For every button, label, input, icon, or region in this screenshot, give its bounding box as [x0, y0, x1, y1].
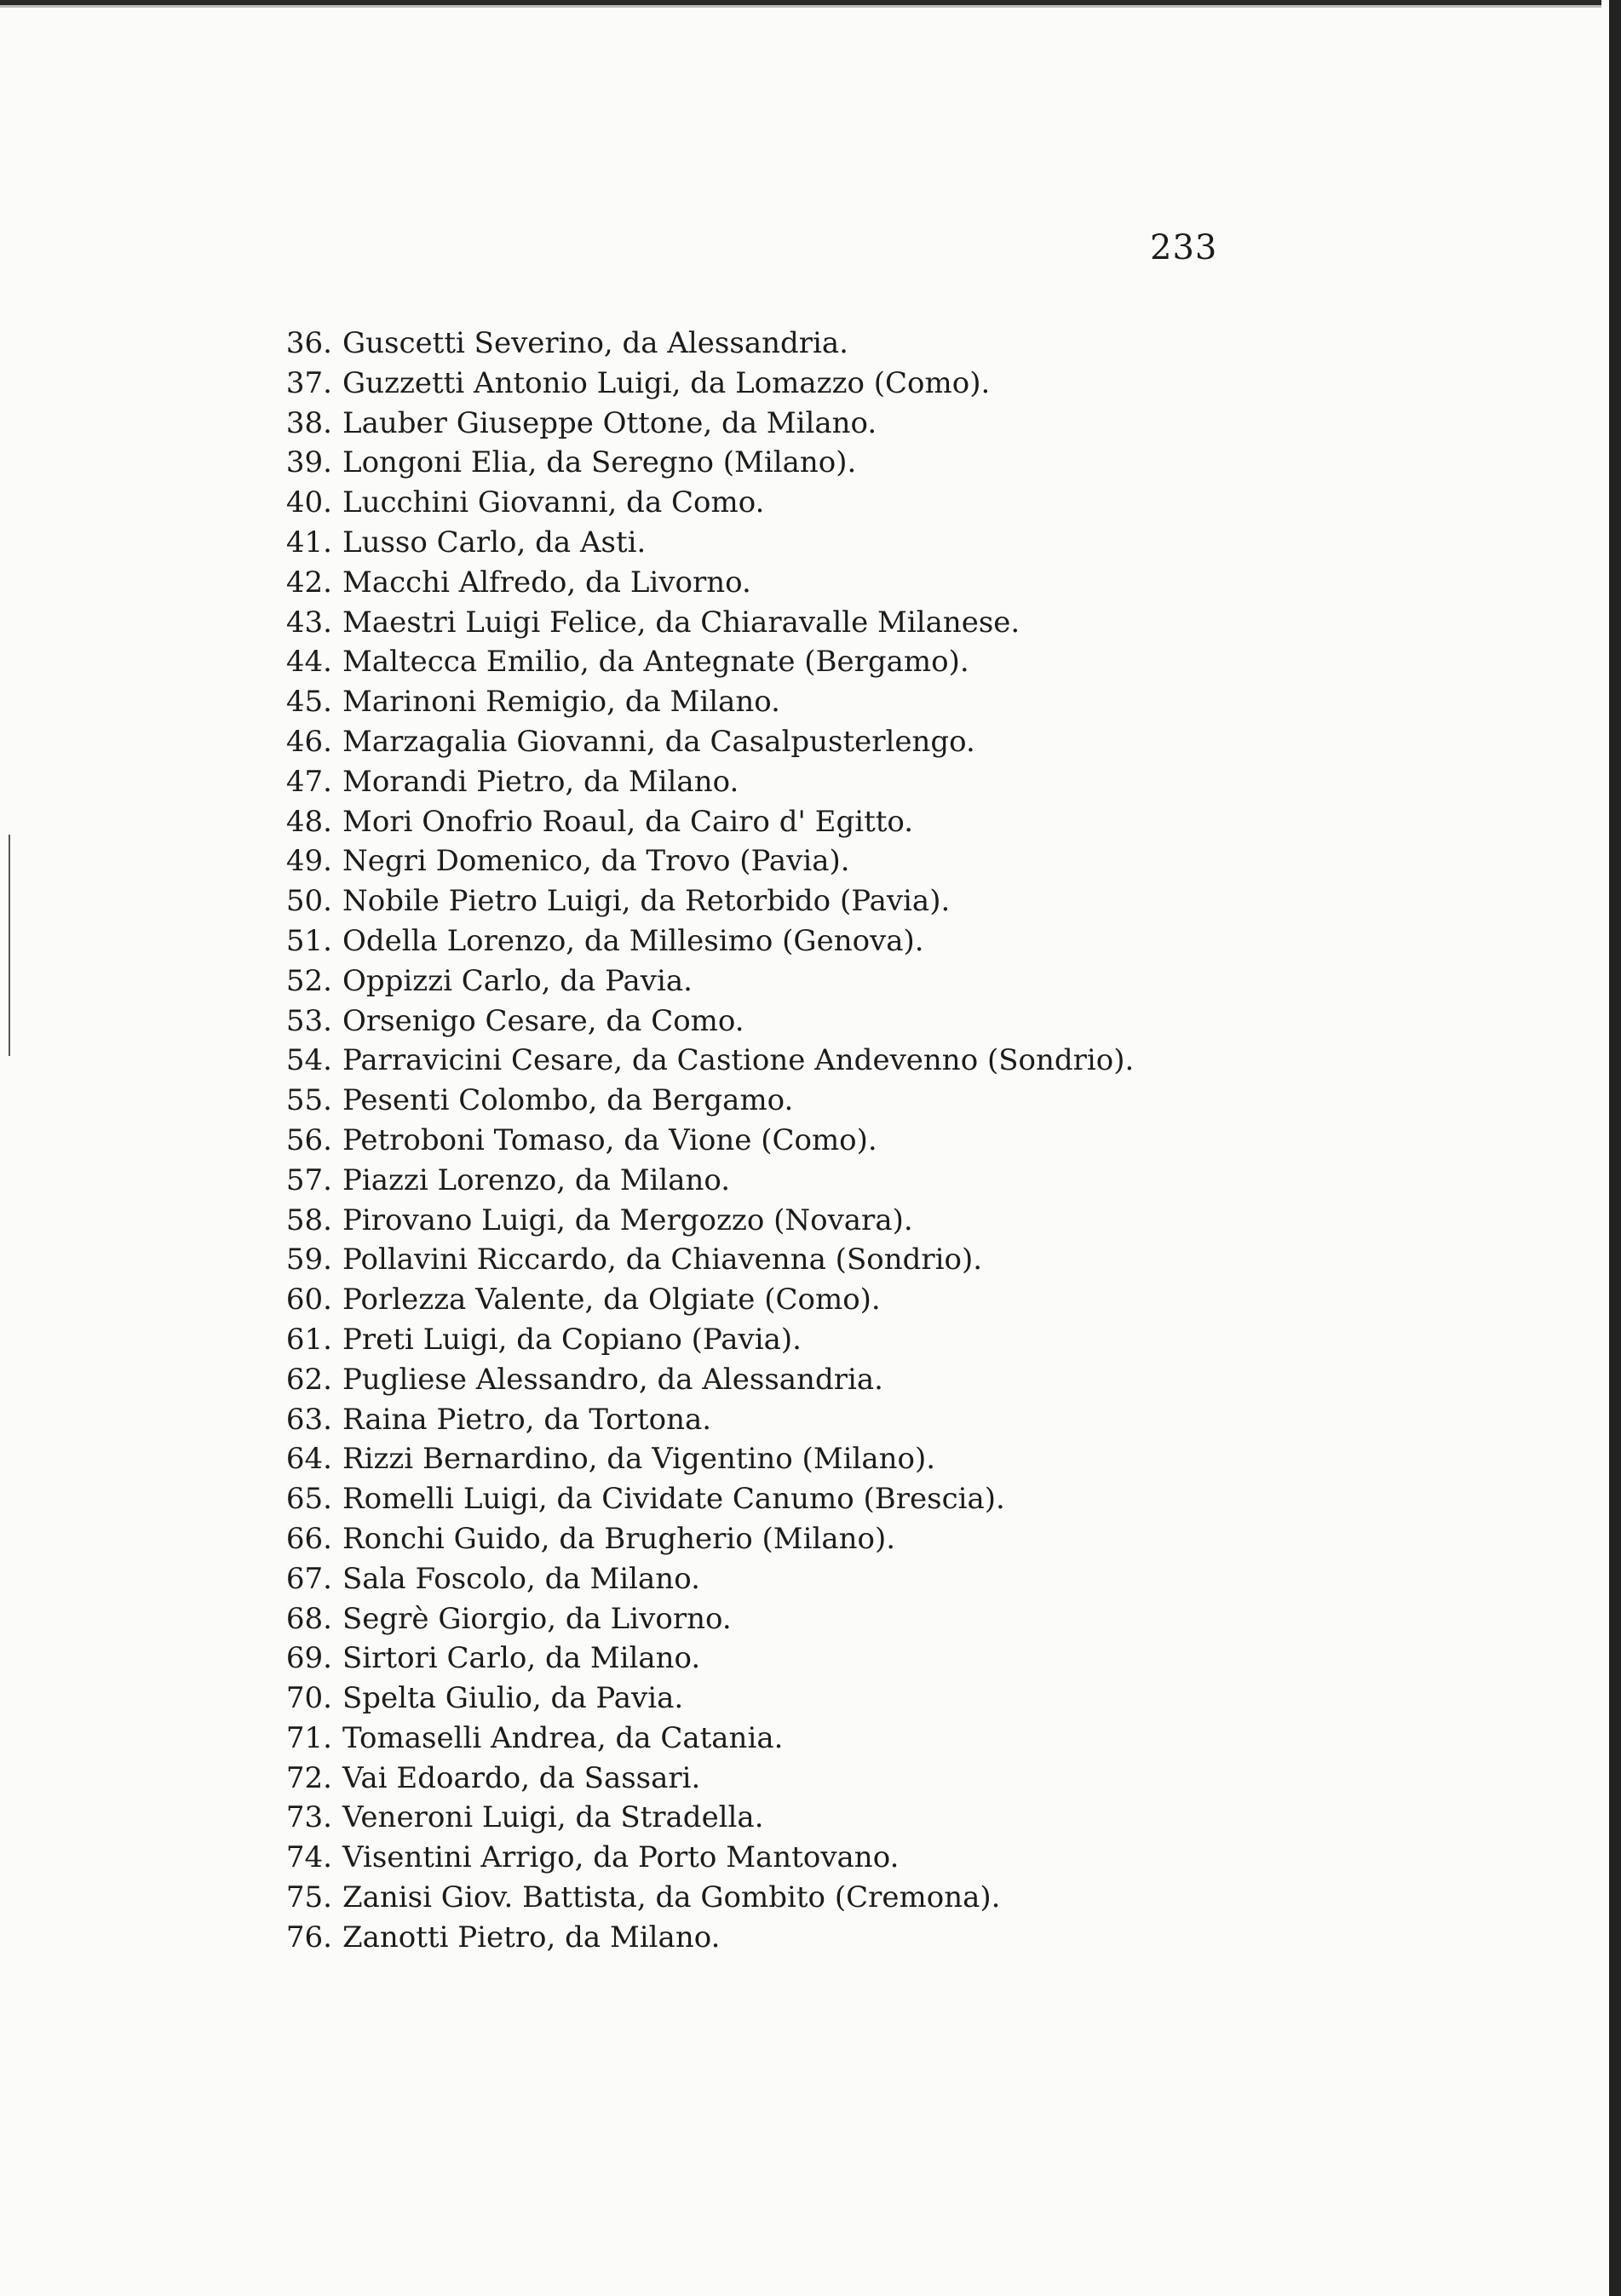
list-item: [273, 1360, 1134, 1400]
entry-text: Guscetti Severino, da Alessandria.: [342, 326, 848, 360]
entry-text: Ronchi Guido, da Brugherio (Milano).: [342, 1521, 896, 1556]
page-number: 233: [1150, 228, 1218, 267]
list-item: [273, 961, 1134, 1002]
list-item: [273, 682, 1134, 722]
entry-text: Lucchini Giovanni, da Como.: [342, 485, 765, 520]
entry-text: Pirovano Luigi, da Mergozzo (Novara).: [342, 1203, 913, 1237]
entry-number: 44.: [285, 645, 332, 680]
list-item: [273, 1121, 1134, 1161]
list-item: [273, 1041, 1134, 1081]
entry-number: 76.: [285, 1920, 332, 1954]
entry-text: Marinoni Remigio, da Milano.: [342, 685, 780, 720]
entry-number: 55.: [285, 1083, 332, 1118]
list-item: [273, 921, 1134, 961]
list-item: [273, 603, 1134, 643]
entry-text: Segrè Giorgio, da Livorno.: [342, 1601, 732, 1636]
entry-text: Sirtori Carlo, da Milano.: [342, 1641, 701, 1676]
list-item: [273, 1559, 1134, 1599]
entry-number: 70.: [285, 1681, 332, 1716]
entry-text: Pugliese Alessandro, da Alessandria.: [342, 1362, 883, 1397]
list-item: [273, 1679, 1134, 1719]
entry-number: 71.: [285, 1720, 332, 1755]
entry-text: Pollavini Riccardo, da Chiavenna (Sondrio).: [342, 1243, 983, 1277]
entry-text: Morandi Pietro, da Milano.: [342, 764, 739, 799]
entry-text: Negri Domenico, da Trovo (Pavia).: [342, 844, 850, 879]
entry-number: 60.: [285, 1283, 332, 1317]
list-item: [273, 324, 1134, 364]
list-item: [273, 523, 1134, 563]
entry-text: Raina Pietro, da Tortona.: [342, 1402, 712, 1437]
entry-text: Maltecca Emilio, da Antegnate (Bergamo).: [342, 645, 969, 680]
entry-number: 54.: [285, 1043, 332, 1078]
list-item: [273, 1878, 1134, 1918]
entry-number: 46.: [285, 724, 332, 759]
entry-text: Romelli Luigi, da Cividate Canumo (Brescia).: [342, 1482, 1005, 1517]
entry-text: Oppizzi Carlo, da Pavia.: [342, 963, 693, 998]
list-item: [273, 563, 1134, 603]
entry-number: 50.: [285, 884, 332, 919]
list-item: [273, 1519, 1134, 1559]
entry-list: [273, 324, 1134, 1958]
list-item: [273, 722, 1134, 762]
entry-number: 74.: [285, 1840, 332, 1875]
entry-number: 36.: [285, 326, 332, 360]
entry-text: Lusso Carlo, da Asti.: [342, 525, 647, 560]
entry-text: Mori Onofrio Roaul, da Cairo d' Egitto.: [342, 804, 914, 839]
entry-text: Marzagalia Giovanni, da Casalpusterlengo.: [342, 724, 975, 759]
entry-number: 38.: [285, 405, 332, 440]
entry-number: 65.: [285, 1482, 332, 1517]
list-item: [273, 1240, 1134, 1280]
list-item: [273, 1161, 1134, 1201]
entry-text: Visentini Arrigo, da Porto Mantovano.: [342, 1840, 900, 1875]
entry-number: 48.: [285, 804, 332, 839]
entry-text: Petroboni Tomaso, da Vione (Como).: [342, 1122, 877, 1157]
list-item: [273, 404, 1134, 444]
list-item: [273, 1918, 1134, 1958]
entry-text: Zanotti Pietro, da Milano.: [342, 1920, 721, 1954]
list-item: [273, 1599, 1134, 1639]
entry-text: Sala Foscolo, da Milano.: [342, 1561, 700, 1596]
list-item: [273, 1439, 1134, 1479]
entry-text: Tomaselli Andrea, da Catania.: [342, 1720, 784, 1755]
entry-number: 58.: [285, 1203, 332, 1237]
list-item: [273, 1838, 1134, 1878]
entry-number: 47.: [285, 764, 332, 799]
entry-number: 53.: [285, 1003, 332, 1038]
entry-number: 68.: [285, 1601, 332, 1636]
list-item: [273, 443, 1134, 483]
entry-number: 51.: [285, 923, 332, 958]
entry-number: 56.: [285, 1122, 332, 1157]
list-item: [273, 1759, 1134, 1799]
list-item: [273, 841, 1134, 881]
list-item: [273, 762, 1134, 802]
entry-text: Lauber Giuseppe Ottone, da Milano.: [342, 405, 877, 440]
entry-number: 52.: [285, 963, 332, 998]
entry-number: 49.: [285, 844, 332, 879]
entry-text: Pesenti Colombo, da Bergamo.: [342, 1083, 794, 1118]
entry-text: Nobile Pietro Luigi, da Retorbido (Pavia).: [342, 884, 951, 919]
scan-edge-left: [9, 835, 10, 1056]
list-item: [273, 1320, 1134, 1360]
entry-number: 73.: [285, 1800, 332, 1835]
list-item: [273, 483, 1134, 523]
entry-text: Longoni Elia, da Seregno (Milano).: [342, 445, 857, 480]
entry-number: 72.: [285, 1760, 332, 1795]
entry-number: 37.: [285, 365, 332, 400]
list-item: [273, 1719, 1134, 1759]
entry-text: Vai Edoardo, da Sassari.: [342, 1760, 701, 1795]
scan-edge-top: [0, 0, 1601, 19]
entry-number: 42.: [285, 565, 332, 600]
entry-text: Guzzetti Antonio Luigi, da Lomazzo (Como).: [342, 365, 991, 400]
list-item: [273, 1280, 1134, 1320]
entry-text: Piazzi Lorenzo, da Milano.: [342, 1162, 731, 1197]
entry-text: Orsenigo Cesare, da Como.: [342, 1003, 744, 1038]
entry-number: 61.: [285, 1322, 332, 1357]
list-item: [273, 1002, 1134, 1042]
entry-text: Veneroni Luigi, da Stradella.: [342, 1800, 764, 1835]
entry-text: Parravicini Cesare, da Castione Andevenno (Sondrio).: [342, 1043, 1135, 1078]
scan-edge-right: [1609, 0, 1621, 2296]
entry-text: Preti Luigi, da Copiano (Pavia).: [342, 1322, 802, 1357]
entry-number: 43.: [285, 605, 332, 640]
entry-number: 40.: [285, 485, 332, 520]
list-item: [273, 1639, 1134, 1679]
entry-text: Porlezza Valente, da Olgiate (Como).: [342, 1283, 881, 1317]
list-item: [273, 642, 1134, 682]
list-item: [273, 1798, 1134, 1838]
list-item: [273, 802, 1134, 842]
entry-number: 62.: [285, 1362, 332, 1397]
list-item: [273, 1400, 1134, 1440]
entry-number: 39.: [285, 445, 332, 480]
entry-text: Spelta Giulio, da Pavia.: [342, 1681, 684, 1716]
entry-number: 64.: [285, 1442, 332, 1477]
entry-number: 45.: [285, 685, 332, 720]
entry-number: 41.: [285, 525, 332, 560]
list-item: [273, 1081, 1134, 1121]
entry-text: Odella Lorenzo, da Millesimo (Genova).: [342, 923, 924, 958]
entry-number: 67.: [285, 1561, 332, 1596]
entry-number: 57.: [285, 1162, 332, 1197]
entry-text: Zanisi Giov. Battista, da Gombito (Cremona).: [342, 1880, 1001, 1915]
list-item: [273, 364, 1134, 404]
entry-text: Macchi Alfredo, da Livorno.: [342, 565, 751, 600]
entry-number: 63.: [285, 1402, 332, 1437]
entry-number: 66.: [285, 1521, 332, 1556]
list-item: [273, 1479, 1134, 1519]
entry-number: 69.: [285, 1641, 332, 1676]
entry-number: 75.: [285, 1880, 332, 1915]
entry-text: Rizzi Bernardino, da Vigentino (Milano).: [342, 1442, 936, 1477]
list-item: [273, 1201, 1134, 1241]
list-item: [273, 881, 1134, 921]
entry-text: Maestri Luigi Felice, da Chiaravalle Milanese.: [342, 605, 1020, 640]
entry-number: 59.: [285, 1243, 332, 1277]
